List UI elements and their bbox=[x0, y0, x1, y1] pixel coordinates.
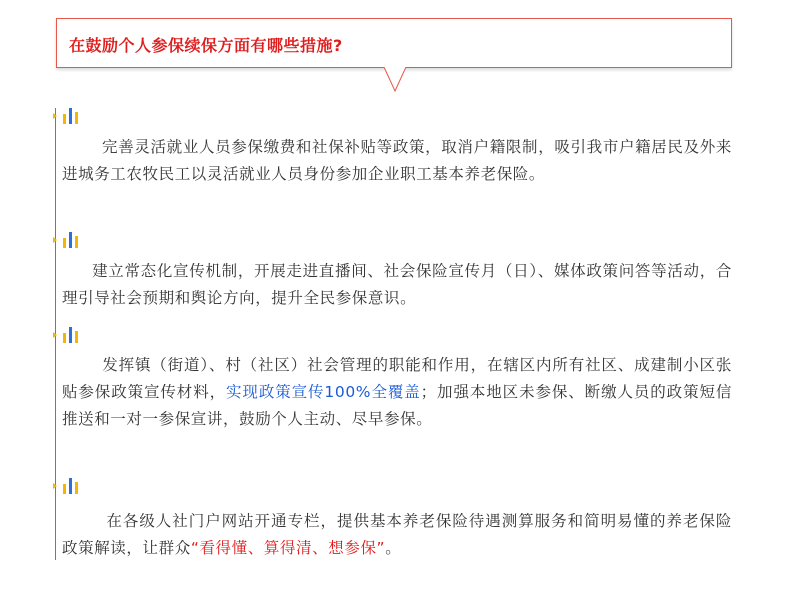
bar-chart-icon bbox=[53, 106, 85, 124]
section-4-text-before: 在各级人社门户网站开通专栏，提供基本养老保险待遇测算服务和简明易懂的养老保险政策解读，让群众 bbox=[62, 512, 732, 557]
bar-chart-icon bbox=[53, 230, 85, 248]
question-title: 在鼓励个人参保续保方面有哪些措施? bbox=[69, 36, 343, 55]
coverage-link[interactable]: 实现政策宣传100%全覆盖 bbox=[226, 383, 421, 401]
section-2-text: 建立常态化宣传机制，开展走进直播间、社会保险宣传月（日）、媒体政策问答等活动，合理引导社会预期和舆论方向，提升全民参保意识。 bbox=[62, 262, 732, 307]
section-paragraph-2 bbox=[62, 258, 732, 312]
slogan-quote: “看得懂、算得清、想参保” bbox=[190, 539, 386, 557]
section-paragraph-3 bbox=[62, 352, 732, 433]
section-paragraph-1 bbox=[62, 134, 732, 188]
section-3-text-before: 发挥镇（街道）、村（社区）社会管理的职能和作用，在辖区内所有社区、成建制小区张贴参保政策宣传材料， bbox=[62, 356, 732, 401]
bar-chart-icon bbox=[53, 325, 85, 343]
section-1-text: 完善灵活就业人员参保缴费和社保补贴等政策，取消户籍限制，吸引我市户籍居民及外来进城务工农牧民工以灵活就业人员身份参加企业职工基本养老保险。 bbox=[62, 138, 732, 183]
question-box bbox=[56, 18, 732, 68]
bar-chart-icon bbox=[53, 476, 85, 494]
section-3-text-after: ；加强本地区未参保、断缴人员的政策短信推送和一对一参保宣讲，鼓励个人主动、尽早参保。 bbox=[62, 383, 732, 428]
section-paragraph-4 bbox=[62, 508, 732, 562]
section-4-text-after: 。 bbox=[385, 539, 402, 557]
